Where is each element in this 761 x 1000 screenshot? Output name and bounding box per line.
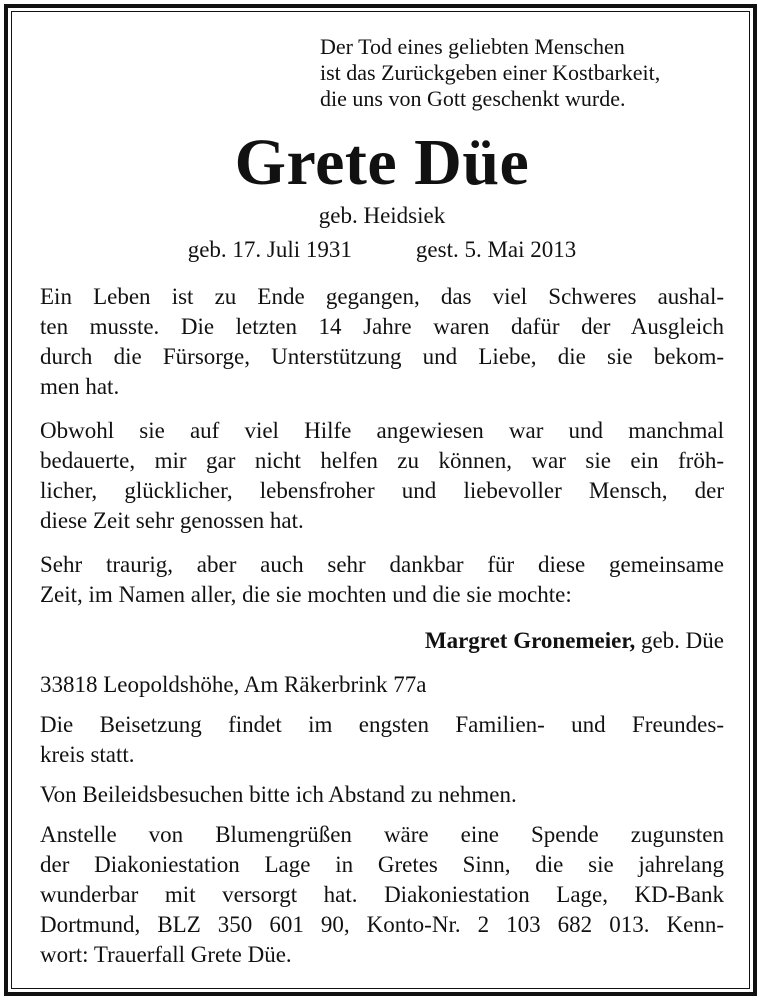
death-date: gest. 5. Mai 2013: [415, 237, 577, 262]
deceased-name: Grete Düe: [234, 126, 530, 199]
maiden-name: geb. Heidsiek: [318, 203, 446, 228]
text-line: wort: Trauerfall Grete Düe.: [40, 942, 292, 967]
motto-line: ist das Zurückgeben einer Kostbarkeit,: [320, 60, 661, 85]
motto-line: Der Tod eines geliebten Menschen: [320, 34, 625, 59]
text-line: ten musste. Die letzten 14 Jahre waren dafür der Ausgleich: [40, 314, 724, 339]
motto-quote: [320, 34, 724, 112]
text-line: licher, glücklicher, lebensfroher und liebevoller Mensch, der: [40, 478, 724, 503]
paragraph-thanks: [40, 550, 724, 610]
text-line: wunderbar mit versorgt hat. Diakoniestation Lage, KD-Bank: [40, 882, 724, 907]
text-line: Obwohl sie auf viel Hilfe angewiesen war und manchmal: [40, 418, 724, 443]
paragraph-condolence: [40, 780, 724, 810]
text-line: kreis statt.: [40, 742, 135, 767]
text-line: Anstelle von Blumengrüßen wäre eine Spende zugunsten: [40, 822, 724, 847]
birth-date: geb. 17. Juli 1931: [187, 237, 352, 262]
text-line: durch die Fürsorge, Unterstützung und Liebe, die sie bekom-: [40, 344, 724, 369]
obituary-notice: [40, 34, 724, 970]
text-line: Sehr traurig, aber auch sehr dankbar für diese gemeinsame: [40, 552, 724, 577]
text-line: Zeit, im Namen aller, die sie mochten und die sie mochte:: [40, 582, 572, 607]
text-line: bedauerte, mir gar nicht helfen zu können, war sie ein fröh-: [40, 448, 724, 473]
motto-line: die uns von Gott geschenkt wurde.: [320, 86, 626, 111]
text-line: Die Beisetzung findet im engsten Familien- und Freundes-: [40, 712, 724, 737]
text-line: Dortmund, BLZ 350 601 90, Konto-Nr. 2 103 682 013. Kenn-: [40, 912, 724, 937]
paragraph-life: [40, 282, 724, 402]
text-line: men hat.: [40, 374, 120, 399]
text-line: der Diakoniestation Lage in Gretes Sinn, die sie jahrelang: [40, 852, 724, 877]
life-dates: [40, 236, 724, 264]
signature: [40, 626, 724, 656]
text-line: diese Zeit sehr genossen hat.: [40, 508, 304, 533]
text-line: Ein Leben ist zu Ende gegangen, das viel Schweres aushal-: [40, 284, 724, 309]
paragraph-funeral: [40, 710, 724, 770]
signer-name: Margret Gronemeier,: [424, 628, 636, 653]
text-line: Von Beileidsbesuchen bitte ich Abstand zu nehmen.: [40, 782, 517, 807]
signer-maiden-name: geb. Düe: [635, 628, 724, 653]
paragraph-donation: [40, 820, 724, 970]
address: [40, 670, 724, 700]
text-line: 33818 Leopoldshöhe, Am Räkerbrink 77a: [40, 672, 427, 697]
paragraph-help: [40, 416, 724, 536]
